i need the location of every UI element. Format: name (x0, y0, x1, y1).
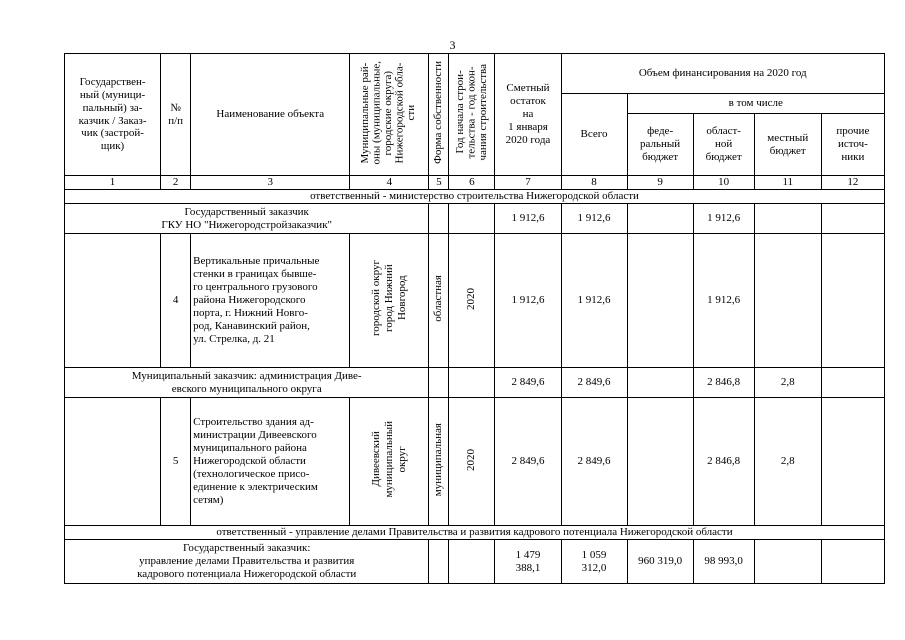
column-number: 6 (449, 176, 495, 190)
header-municipalities: Муниципальные рай- оны (муниципальные, городские округа) Нижегородской обла- сти (359, 60, 418, 165)
customer-label: Государственный заказчик ГКУ НО "Нижегородстройзаказчик" (65, 204, 429, 234)
regional-cell: 2 846,8 (693, 398, 754, 526)
empty-cell (65, 234, 161, 368)
header-other: прочие источ- ники (821, 114, 884, 176)
empty-cell (449, 368, 495, 398)
federal-cell (627, 368, 693, 398)
total-cell: 1 059 312,0 (561, 540, 627, 584)
regional-cell: 1 912,6 (693, 204, 754, 234)
section-responsible-row (65, 190, 885, 204)
total-cell: 2 849,6 (561, 398, 627, 526)
responsible-label: ответственный - управление делами Правительства и развития кадрового потенциала Нижегородской области (65, 526, 885, 540)
customer-row (65, 204, 885, 234)
header-financing-title: Объем финансирования на 2020 год (561, 54, 884, 94)
object-name: Строительство здания ад- министрации Дивеевского муниципального района Нижегородской области (технологическое присо- единение к электрическим сетям) (191, 398, 350, 526)
header-customer: Государствен- ный (муници- пальный) за- казчик / Заказ- чик (застрой- щик) (65, 54, 161, 176)
regional-cell: 1 912,6 (693, 234, 754, 368)
column-number: 2 (161, 176, 191, 190)
responsible-label: ответственный - министерство строительства Нижегородской области (65, 190, 885, 204)
header-object-name: Наименование объекта (191, 54, 350, 176)
empty-cell (449, 540, 495, 584)
local-cell: 2,8 (754, 368, 821, 398)
object-num: 4 (161, 234, 191, 368)
column-number: 4 (350, 176, 429, 190)
balance-cell: 1 479 388,1 (495, 540, 561, 584)
header-ownership: Форма собственности (432, 61, 445, 164)
header-federal: феде- ральный бюджет (627, 114, 693, 176)
empty-cell (449, 204, 495, 234)
balance-cell: 2 849,6 (495, 368, 561, 398)
total-cell: 1 912,6 (561, 234, 627, 368)
header-regional: област- ной бюджет (693, 114, 754, 176)
object-municipality: Дивеевский муниципальный округ (369, 421, 408, 498)
federal-cell: 960 319,0 (627, 540, 693, 584)
column-number: 12 (821, 176, 884, 190)
regional-cell: 98 993,0 (693, 540, 754, 584)
column-number: 10 (693, 176, 754, 190)
column-number: 11 (754, 176, 821, 190)
section-responsible-row (65, 526, 885, 540)
header-estimate-balance: Сметный остаток на 1 января 2020 года (495, 54, 561, 176)
other-cell (821, 368, 884, 398)
local-cell (754, 204, 821, 234)
federal-cell (627, 234, 693, 368)
object-years: 2020 (465, 448, 478, 471)
customer-label: Государственный заказчик: управление делами Правительства и развития кадрового потенциала Нижегородской области (65, 540, 429, 584)
local-cell (754, 540, 821, 584)
total-cell: 1 912,6 (561, 204, 627, 234)
balance-cell: 2 849,6 (495, 398, 561, 526)
object-row (65, 398, 885, 526)
balance-cell: 1 912,6 (495, 204, 561, 234)
column-number-row (65, 176, 885, 190)
federal-cell (627, 204, 693, 234)
local-cell (754, 234, 821, 368)
object-row (65, 234, 885, 368)
object-ownership: областная (432, 275, 445, 322)
empty-cell (65, 398, 161, 526)
page-number: 3 (449, 38, 456, 52)
federal-cell (627, 398, 693, 526)
header-total: Всего (561, 94, 627, 176)
financing-table (64, 53, 885, 584)
other-cell (821, 398, 884, 526)
object-num: 5 (161, 398, 191, 526)
object-years: 2020 (465, 287, 478, 310)
column-number: 1 (65, 176, 161, 190)
header-local: местный бюджет (754, 114, 821, 176)
other-cell (821, 540, 884, 584)
column-number: 9 (627, 176, 693, 190)
column-number: 5 (429, 176, 449, 190)
header-years: Год начала строи- тельства - год окон- чания строительства (453, 64, 489, 161)
customer-row (65, 368, 885, 398)
column-number: 3 (191, 176, 350, 190)
regional-cell: 2 846,8 (693, 368, 754, 398)
empty-cell (429, 540, 449, 584)
column-number: 8 (561, 176, 627, 190)
other-cell (821, 234, 884, 368)
header-num: № п/п (161, 54, 191, 176)
local-cell: 2,8 (754, 398, 821, 526)
customer-label: Муниципальный заказчик: администрация Диве- евского муниципального округа (65, 368, 429, 398)
balance-cell: 1 912,6 (495, 234, 561, 368)
empty-cell (429, 204, 449, 234)
header-row-1 (65, 54, 885, 94)
object-ownership: муниципальная (432, 422, 445, 497)
customer-row (65, 540, 885, 584)
header-including: в том числе (627, 94, 884, 114)
empty-cell (429, 368, 449, 398)
other-cell (821, 204, 884, 234)
object-name: Вертикальные причальные стенки в границах бывше- го центрального грузового района Нижегородского порта, г. Нижний Новго- род, Канавинский район, ул. Стрелка, д. 21 (191, 234, 350, 368)
object-municipality: городской округ город Нижний Новгород (369, 260, 408, 337)
total-cell: 2 849,6 (561, 368, 627, 398)
column-number: 7 (495, 176, 561, 190)
